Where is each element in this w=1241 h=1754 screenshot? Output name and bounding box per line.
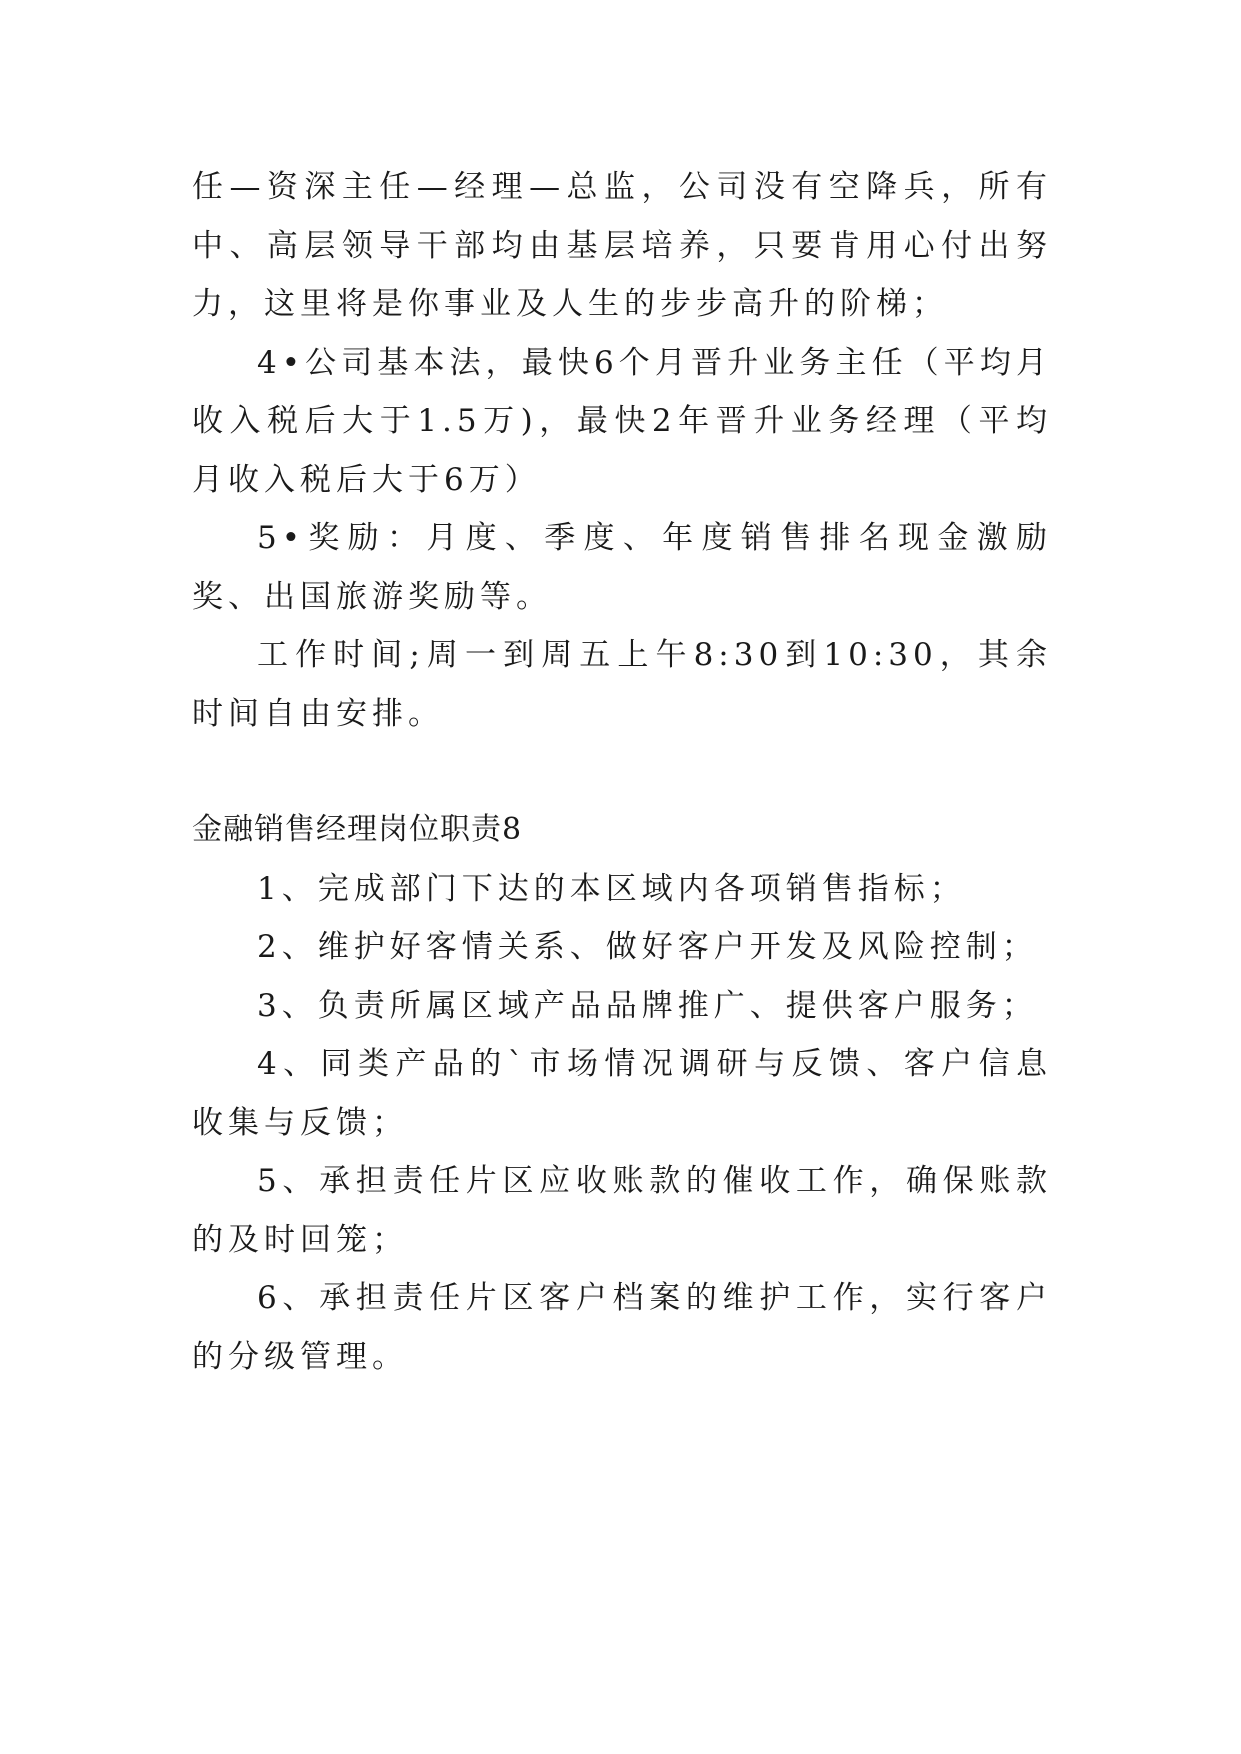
section-spacer	[192, 743, 1052, 801]
paragraph-rewards: 5•奖励：月度、季度、年度销售排名现金激励奖、出国旅游奖励等。	[192, 520, 1052, 615]
paragraph-work-hours: 工作时间;周一到周五上午8:30到10:30，其余时间自由安排。	[192, 637, 1052, 732]
paragraph-basic-rules: 4•公司基本法，最快6个月晋升业务主任（平均月收入税后大于1.5万)，最快2年晋升业务经理（平均月收入税后大于6万）	[192, 344, 1052, 498]
section-title: 金融销售经理岗位职责8	[192, 812, 523, 847]
duty-item-1: 1、完成部门下达的本区域内各项销售指标；	[257, 870, 966, 907]
duty-item-2: 2、维护好客情关系、做好客户开发及风险控制；	[257, 929, 1038, 965]
paragraph-promotion-path: 任—资深主任—经理—总监，公司没有空降兵，所有中、高层领导干部均由基层培养，只要肯用心付出努力，这里将是你事业及人生的步步高升的阶梯；	[192, 169, 1052, 322]
duty-item-3: 3、负责所属区域产品品牌推广、提供客户服务；	[257, 987, 1038, 1024]
document-body	[192, 158, 1052, 1386]
duty-item-5: 5、承担责任片区应收账款的催收工作，确保账款的及时回笼；	[192, 1163, 1052, 1258]
duty-item-6: 6、承担责任片区客户档案的维护工作，实行客户的分级管理。	[192, 1280, 1052, 1375]
duty-item-4: 4、同类产品的`市场情况调研与反馈、客户信息收集与反馈；	[192, 1046, 1052, 1141]
